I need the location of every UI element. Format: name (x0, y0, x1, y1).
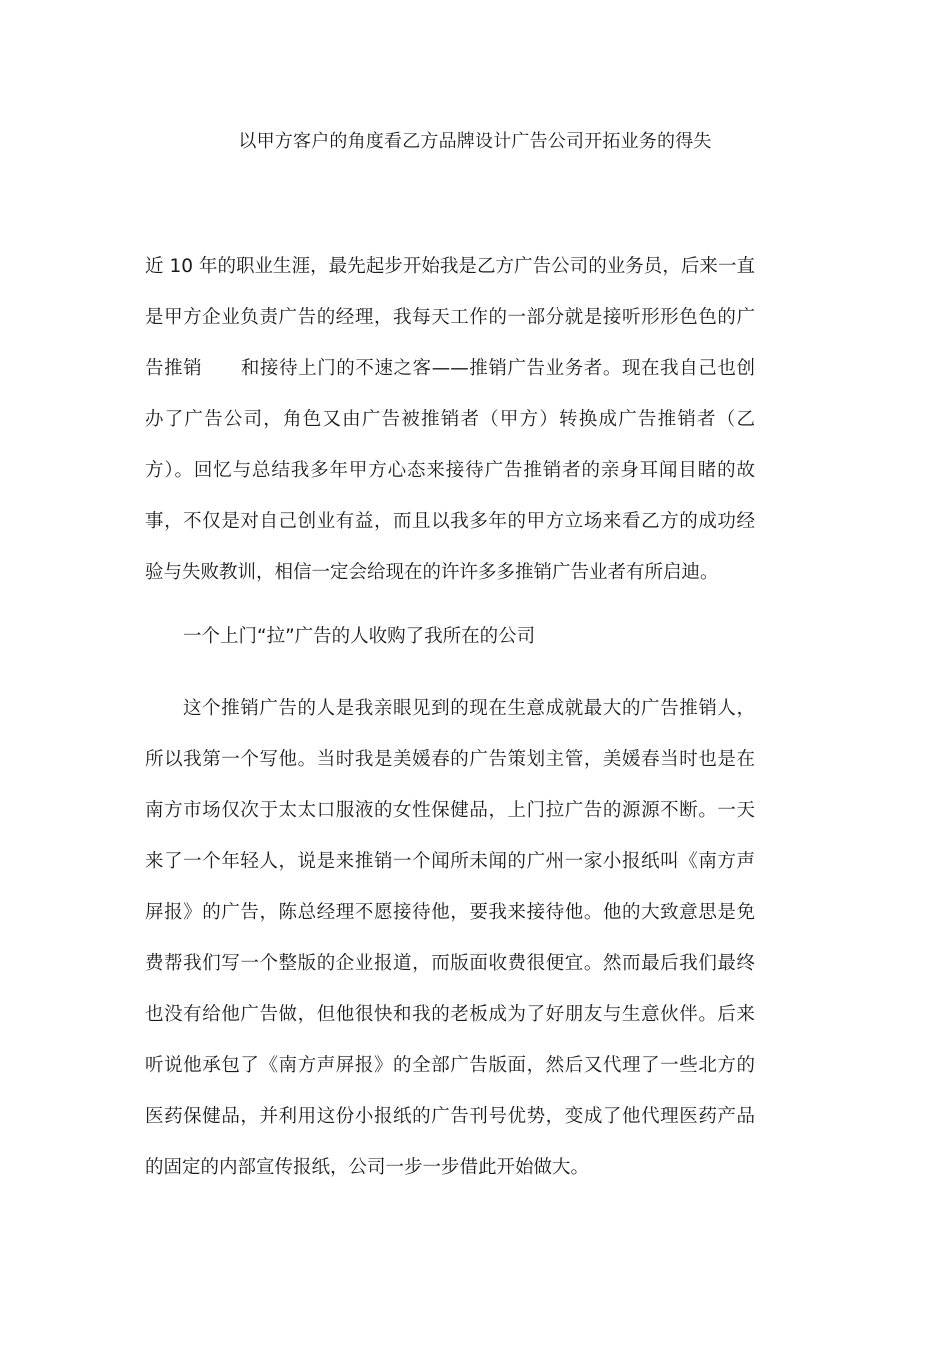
intro-paragraph-part1: 近 10 年的职业生涯，最先起步开始我是乙方广告公司的业务员，后来一直是甲方企业负责广告的经理，我每天工作的一部分就是接听形形色色的广告推销 (145, 256, 755, 379)
intro-paragraph (145, 241, 755, 598)
section-heading: 一个上门“拉”广告的人收购了我所在的公司 (183, 626, 536, 647)
intro-paragraph-part2: 和接待上门的不速之客——推销广告业务者。现在我自己也创办了广告公司，角色又由广告被推销者（甲方）转换成广告推销者（乙方）。回忆与总结我多年甲方心态来接待广告推销者的亲身耳闻目睹的故事，不仅是对自己创业有益，而且以我多年的甲方立场来看乙方的成功经验与失败教训，相信一定会给现在的许许多多推销广告业者有所启迪。 (145, 358, 755, 583)
document-title: 以甲方客户的角度看乙方品牌设计广告公司开拓业务的得失 (238, 131, 712, 152)
story-paragraph: 这个推销广告的人是我亲眼见到的现在生意成就最大的广告推销人，所以我第一个写他。当时我是美媛春的广告策划主管，美媛春当时也是在南方市场仅次于太太口服液的女性保健品，上门拉广告的源源不断。一天来了一个年轻人，说是来推销一个闻所未闻的广州一家小报纸叫《南方声屏报》的广告，陈总经理不愿接待他，要我来接待他。他的大致意思是免费帮我们写一个整版的企业报道，而版面收费很便宜。然而最后我们最终也没有给他广告做，但他很快和我的老板成为了好朋友与生意伙伴。后来听说他承包了《南方声屏报》的全部广告版面，然后又代理了一些北方的医药保健品，并利用这份小报纸的广告刊号优势，变成了他代理医药产品的固定的内部宣传报纸，公司一步一步借此开始做大。 (145, 698, 755, 1178)
